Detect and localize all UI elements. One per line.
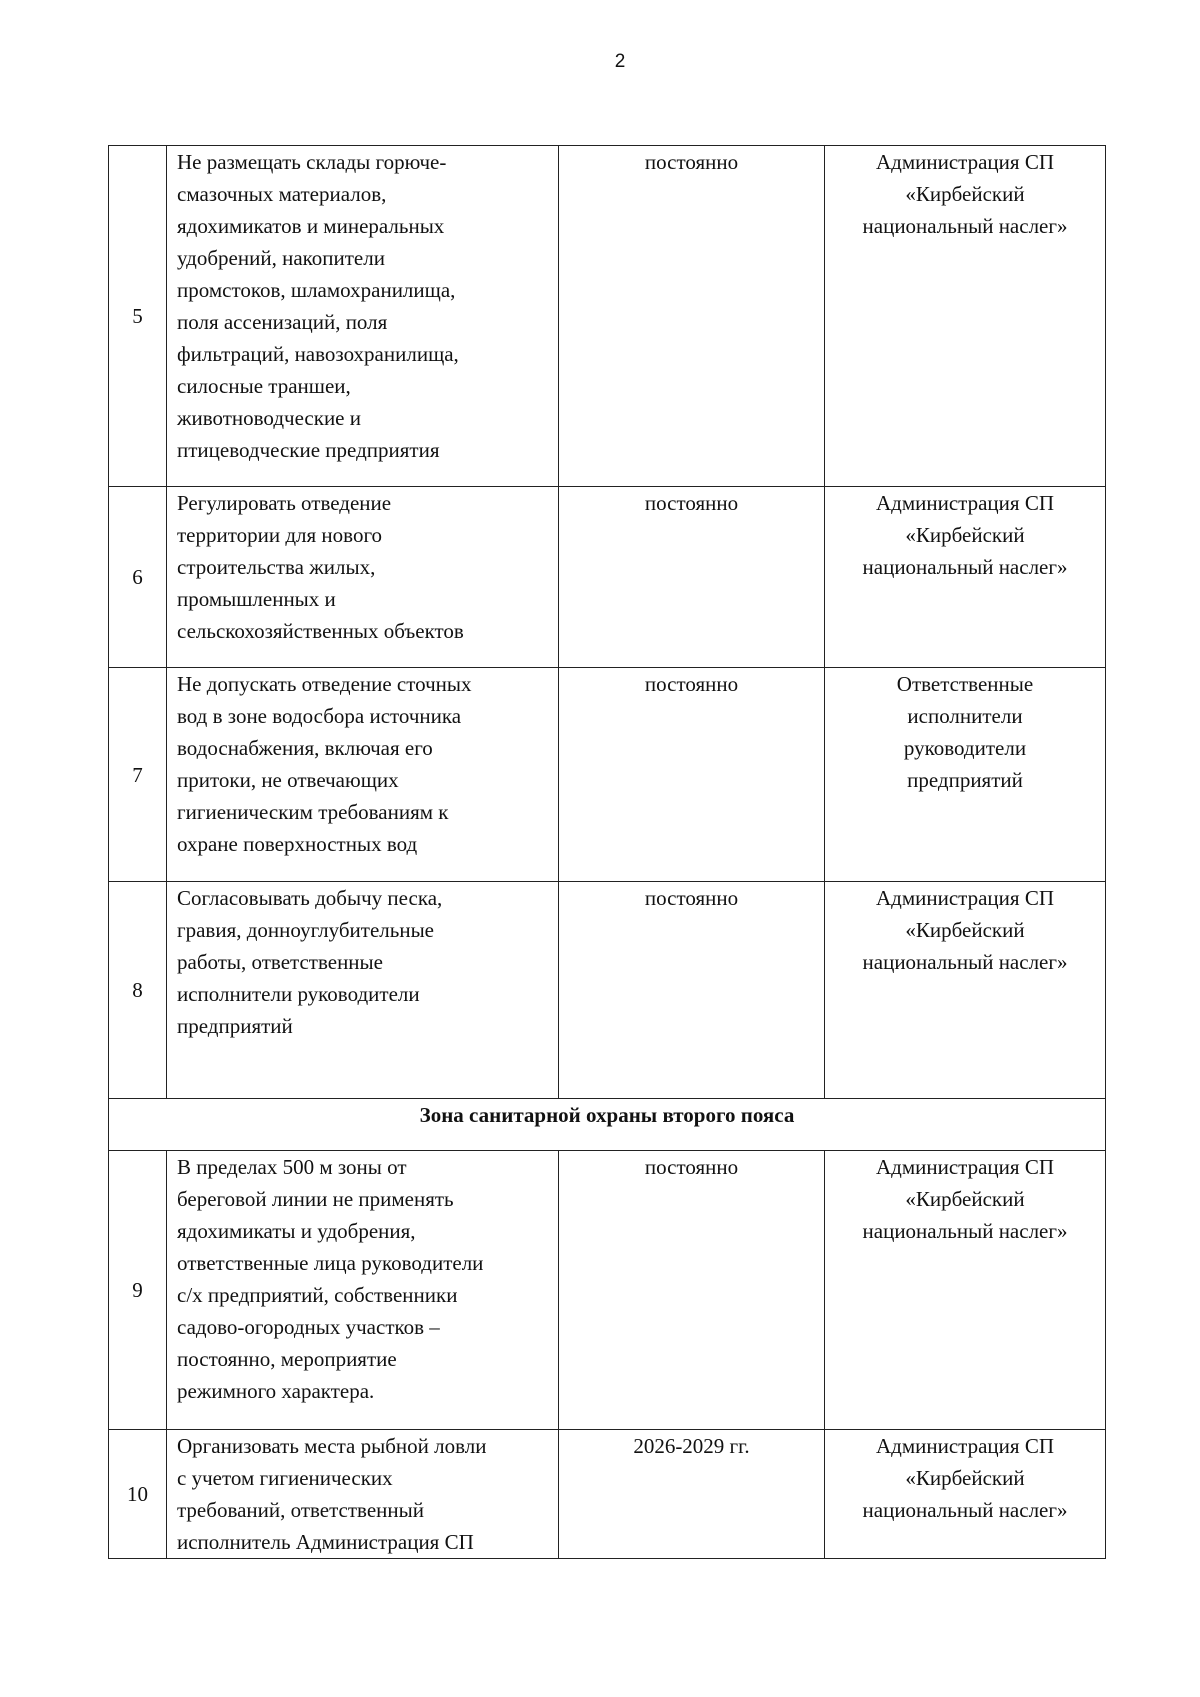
- table-row: [109, 1430, 1106, 1559]
- responsible-cell: Администрация СП «Кирбейский национальный наслег»: [825, 882, 1106, 1099]
- term-cell: 2026-2029 гг.: [559, 1430, 825, 1559]
- row-number: 7: [109, 668, 167, 882]
- row-number: 5: [109, 146, 167, 487]
- responsible-cell: Администрация СП «Кирбейский национальный наслег»: [825, 1430, 1106, 1559]
- term-cell: постоянно: [559, 668, 825, 882]
- measure-text: Не допускать отведение сточных вод в зоне водосбора источника водоснабжения, включая его притоки, не отвечающих гигиеническим требованиям к охране поверхностных вод: [167, 668, 559, 882]
- term-cell: постоянно: [559, 146, 825, 487]
- row-number: 10: [109, 1430, 167, 1559]
- responsible-cell: Администрация СП «Кирбейский национальный наслег»: [825, 1151, 1106, 1430]
- row-number: 9: [109, 1151, 167, 1430]
- measure-text: Не размещать склады горюче- смазочных материалов, ядохимикатов и минеральных удобрений, накопители промстоков, шламохранилища, поля ассенизаций, поля фильтраций, навозохранилища, силосные траншеи, животноводческие и птицеводческие предприятия: [167, 146, 559, 487]
- table-row: [109, 487, 1106, 668]
- term-cell: постоянно: [559, 487, 825, 668]
- table-row: [109, 668, 1106, 882]
- term-cell: постоянно: [559, 1151, 825, 1430]
- table-row: [109, 146, 1106, 487]
- section-title: Зона санитарной охраны второго пояса: [109, 1099, 1106, 1151]
- page-number: 2: [614, 51, 626, 72]
- table-row: [109, 1151, 1106, 1430]
- table-row: [109, 882, 1106, 1099]
- term-cell: постоянно: [559, 882, 825, 1099]
- row-number: 8: [109, 882, 167, 1099]
- row-number: 6: [109, 487, 167, 668]
- section-row: [109, 1099, 1106, 1151]
- measure-text: Организовать места рыбной ловли с учетом гигиенических требований, ответственный исполнитель Администрация СП: [167, 1430, 559, 1559]
- responsible-cell: Администрация СП «Кирбейский национальный наслег»: [825, 487, 1106, 668]
- measure-text: В пределах 500 м зоны от береговой линии не применять ядохимикаты и удобрения, ответственные лица руководители с/х предприятий, собственники садово-огородных участков – постоянно, мероприятие режимного характера.: [167, 1151, 559, 1430]
- measure-text: Согласовывать добычу песка, гравия, донноуглубительные работы, ответственные исполнители руководители предприятий: [167, 882, 559, 1099]
- measure-text: Регулировать отведение территории для нового строительства жилых, промышленных и сельскохозяйственных объектов: [167, 487, 559, 668]
- responsible-cell: Ответственные исполнители руководители предприятий: [825, 668, 1106, 882]
- responsible-cell: Администрация СП «Кирбейский национальный наслег»: [825, 146, 1106, 487]
- measures-table: [108, 145, 1106, 1559]
